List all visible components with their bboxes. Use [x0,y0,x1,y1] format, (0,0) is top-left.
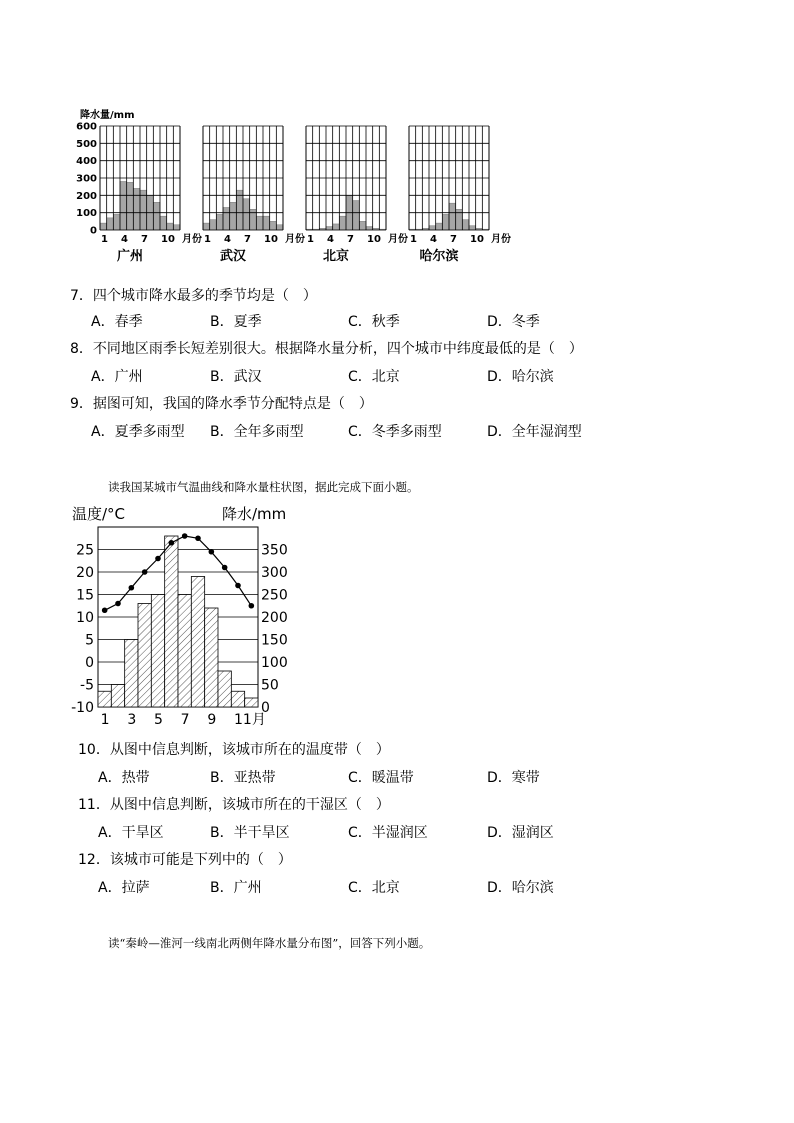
x-tick-label: 7 [180,712,190,728]
precip-bar [263,216,270,230]
x-tick-label: 4 [224,234,231,245]
precip-bar [133,188,140,230]
precip-bar [270,221,277,230]
x-tick-label: 7 [347,234,354,245]
precipitation-bar [125,640,138,708]
temperature-point [102,607,108,613]
precip-bar [326,227,333,230]
x-tick-label: 7 [244,234,251,245]
precip-bar [173,225,180,230]
fig1-y-axis-label: 降水量/mm [80,110,135,121]
q11-option-c[interactable]: C．半湿润区 [348,825,428,841]
precipitation-bar [191,577,204,708]
x-tick-label: 1 [410,234,417,245]
precip-bar [167,223,174,230]
x-axis-unit-label: 月份 [182,234,202,245]
q10-option-a[interactable]: A．热带 [98,770,150,786]
q12-option-b[interactable]: B．广州 [210,880,262,896]
temperature-point [209,549,215,555]
q12-option-c[interactable]: C．北京 [348,880,400,896]
q10-option-b[interactable]: B．亚热带 [210,770,276,786]
right-y-tick-label: 200 [261,610,288,626]
precipitation-bar [178,595,191,708]
climate-chart-left-axis-label: 温度/°C [72,505,126,523]
q10-option-d[interactable]: D．寒带 [487,770,540,786]
x-tick-label: 4 [327,234,334,245]
temperature-point [155,556,161,562]
x-axis-unit-label: 月份 [388,234,408,245]
fig1-y-tick-label: 400 [76,156,97,168]
precip-bar [210,220,217,230]
x-tick-label: 1 [101,234,108,245]
x-tick-label: 1 [100,712,110,728]
q8-option-d[interactable]: D．哈尔滨 [487,369,554,385]
precipitation-bar [165,536,178,707]
left-y-tick-label: 25 [76,542,94,559]
precip-bar [256,216,263,230]
x-tick-label: 10 [161,234,175,245]
precip-bar [333,224,340,230]
precip-bar [359,221,366,230]
x-tick-label: 11月 [234,712,266,728]
precip-bar [100,223,107,230]
x-tick-label: 9 [207,712,217,728]
precip-bar [107,218,114,230]
right-y-tick-label: 100 [261,655,288,671]
precip-panel-1 [100,126,202,264]
q9-option-b[interactable]: B．全年多雨型 [210,424,304,440]
precip-bar [223,207,230,230]
precipitation-bar [231,691,244,707]
q7-option-a[interactable]: A．春季 [91,314,143,330]
city-name-label: 哈尔滨 [419,249,459,264]
precip-bar [127,182,134,230]
x-tick-label: 10 [367,234,381,245]
precipitation-bar [111,685,124,708]
right-y-tick-label: 300 [261,565,288,581]
right-y-tick-label: 0 [261,700,270,716]
precip-bar [366,227,373,230]
precip-bar [216,214,223,230]
x-tick-label: 4 [430,234,437,245]
q7-option-d[interactable]: D．冬季 [487,314,540,330]
city-name-label: 北京 [322,249,350,264]
city-name-label: 广州 [116,249,144,264]
precip-bar [276,225,283,230]
climate-chart-right-axis-label: 降水/mm [222,505,287,523]
precip-bar [436,223,443,230]
left-y-tick-label: 10 [76,610,94,626]
precipitation-bar [151,595,164,708]
fig1-y-tick-label: 600 [76,121,97,133]
precipitation-bar [98,691,111,707]
precip-bar [449,203,456,230]
left-y-tick-label: 20 [76,565,94,581]
right-y-tick-label: 50 [261,677,279,694]
question-9: 9．据图可知，我国的降水季节分配特点是（ ） [70,396,373,412]
x-tick-label: 1 [204,234,211,245]
precip-panel-3 [306,126,408,264]
q11-option-b[interactable]: B．半干旱区 [210,825,290,841]
precip-bar [120,181,127,230]
precip-bar [153,202,160,230]
q10-option-c[interactable]: C．暖温带 [348,770,414,786]
precip-bar [230,202,237,230]
left-y-tick-label: 15 [76,587,94,604]
right-y-tick-label: 350 [261,542,288,559]
precipitation-bar [138,604,151,708]
section-intro-qinling-huaihe: 读“秦岭—淮河一线南北两侧年降水量分布图”，回答下列小题。 [108,936,431,950]
temperature-point [235,583,241,589]
city-name-label: 武汉 [219,249,247,264]
precipitation-bar [218,671,231,707]
x-tick-label: 10 [264,234,278,245]
question-12: 12．该城市可能是下列中的（ ） [78,852,292,868]
x-tick-label: 10 [470,234,484,245]
x-tick-label: 3 [127,712,137,728]
precip-panel-2 [203,126,305,264]
precip-bar [353,201,360,230]
q8-option-c[interactable]: C．北京 [348,369,400,385]
precipitation-bar [205,608,218,707]
temperature-point [169,540,175,546]
x-tick-label: 7 [141,234,148,245]
precip-bar [429,226,436,230]
precip-bar [442,214,449,230]
temperature-point [222,565,228,571]
fig1-y-tick-label: 100 [76,208,97,220]
x-tick-label: 4 [121,234,128,245]
precip-bar [243,199,250,230]
question-11: 11．从图中信息判断，该城市所在的干湿区（ ） [78,797,390,813]
temperature-point [182,533,188,539]
fig1-y-tick-label: 500 [76,138,97,150]
precip-bar [160,216,167,230]
left-y-tick-label: 0 [85,655,94,671]
q9-option-d[interactable]: D．全年湿润型 [487,424,582,440]
q8-option-a[interactable]: A．广州 [91,369,143,385]
temperature-point [249,603,255,609]
question-10: 10．从图中信息判断，该城市所在的温度带（ ） [78,742,390,758]
precip-bar [469,226,476,230]
right-y-tick-label: 250 [261,587,288,604]
x-tick-label: 1 [307,234,314,245]
fig1-y-tick-label: 0 [90,225,97,237]
precip-bar [203,223,210,230]
x-tick-label: 7 [450,234,457,245]
right-y-tick-label: 150 [261,632,288,649]
q12-option-a[interactable]: A．拉萨 [98,880,150,896]
precip-bar [236,190,243,230]
q11-option-a[interactable]: A．干旱区 [98,825,164,841]
q11-option-d[interactable]: D．湿润区 [487,825,554,841]
precip-bar [140,190,147,230]
left-y-tick-label: -5 [80,677,94,694]
precip-bar [462,220,469,230]
x-tick-label: 5 [154,712,163,728]
question-8: 8．不同地区雨季长短差别很大。根据降水量分析，四个城市中纬度最低的是（ ） [70,341,583,357]
q7-option-b[interactable]: B．夏季 [210,314,262,330]
question-7: 7．四个城市降水最多的季节均是（ ） [70,288,317,304]
left-y-tick-label: 5 [85,632,94,649]
x-axis-unit-label: 月份 [491,234,511,245]
four-city-precipitation-charts [70,100,520,270]
temperature-point [195,535,201,541]
precip-panel-4 [409,126,511,264]
section-intro-climate-chart: 读我国某城市气温曲线和降水量柱状图，据此完成下面小题。 [108,480,419,494]
q9-option-c[interactable]: C．冬季多雨型 [348,424,442,440]
q12-option-d[interactable]: D．哈尔滨 [487,880,554,896]
precipitation-bar [245,698,258,707]
fig1-y-tick-label: 200 [76,190,97,202]
temperature-point [115,601,121,607]
temperature-point [142,569,148,575]
q8-option-b[interactable]: B．武汉 [210,369,262,385]
fig1-y-tick-label: 300 [76,173,97,185]
precip-bar [113,214,120,230]
left-y-tick-label: -10 [71,700,94,716]
temperature-point [129,585,135,591]
q7-option-c[interactable]: C．秋季 [348,314,400,330]
q9-option-a[interactable]: A．夏季多雨型 [91,424,185,440]
x-axis-unit-label: 月份 [285,234,305,245]
climate-chart [62,500,322,732]
precip-bar [339,216,346,230]
